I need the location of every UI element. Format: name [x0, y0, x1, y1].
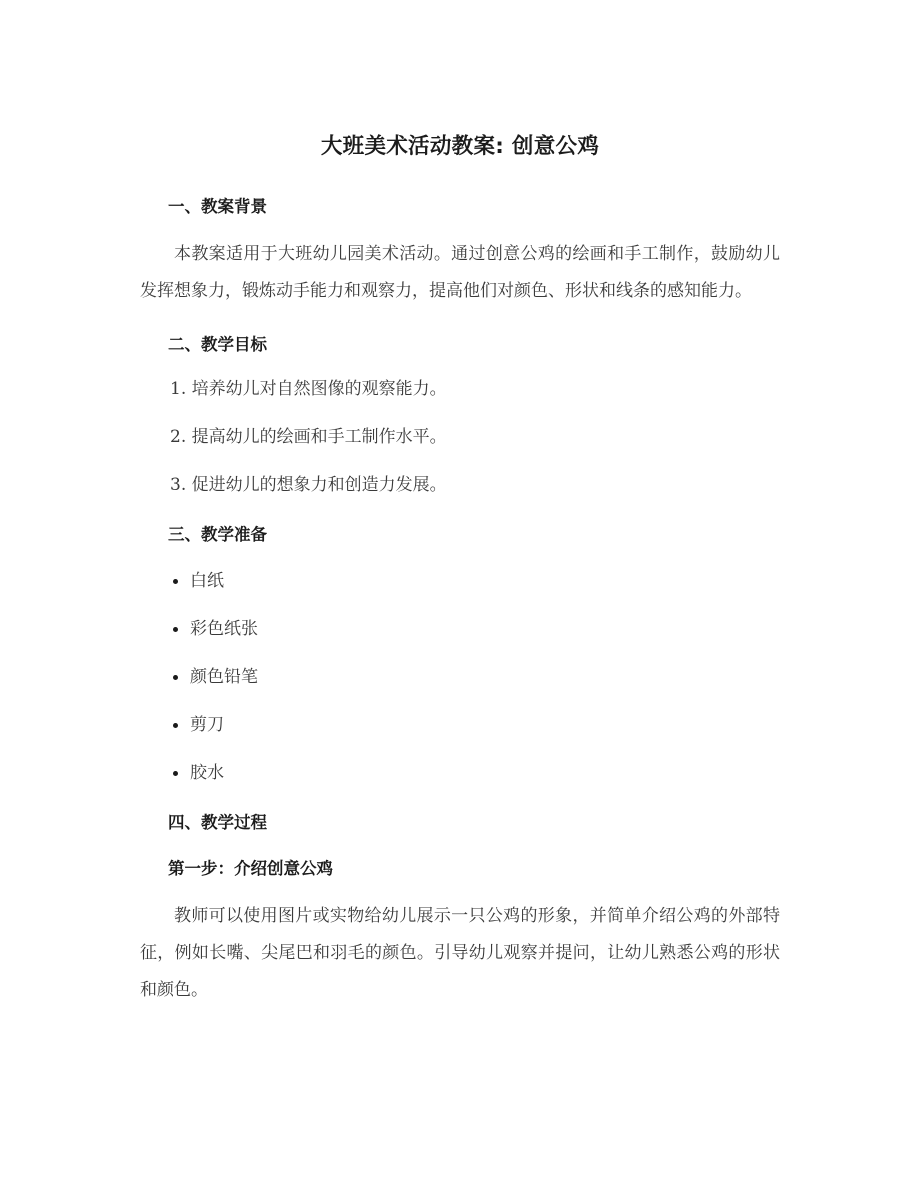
objective-item-3: 3. 促进幼儿的想象力和创造力发展。: [170, 475, 447, 495]
bullet-marker-icon: [173, 627, 178, 632]
page-title: 大班美术活动教案: 创意公鸡: [320, 134, 600, 159]
list-item-label: 彩色纸张: [190, 619, 258, 639]
list-item: [140, 758, 780, 788]
section-heading-preparation: 三、教学准备: [168, 525, 267, 544]
bullet-marker-icon: [173, 723, 178, 728]
list-item-label: 剪刀: [190, 715, 224, 735]
bullet-marker-icon: [173, 579, 178, 584]
section-paragraph-process: 教师可以使用图片或实物给幼儿展示一只公鸡的形象，并简单介绍公鸡的外部特征，例如长嘴、尖尾巴和羽毛的颜色。引导幼儿观察并提问，让幼儿熟悉公鸡的形状和颜色。: [140, 906, 780, 1000]
section-heading-background: 一、教案背景: [168, 197, 267, 216]
list-item-label: 胶水: [190, 763, 224, 783]
list-item: [140, 710, 780, 740]
bullet-marker-icon: [173, 675, 178, 680]
document-content: [140, 132, 780, 1009]
objective-item-1: 1. 培养幼儿对自然图像的观察能力。: [170, 379, 447, 399]
list-item: [140, 614, 780, 644]
list-item-label: 颜色铅笔: [190, 667, 258, 687]
bullet-marker-icon: [173, 771, 178, 776]
section-heading-objectives: 二、教学目标: [168, 335, 267, 354]
sub-heading-step-one: 第一步：介绍创意公鸡: [168, 859, 333, 878]
list-item: [140, 662, 780, 692]
list-item-label: 白纸: [190, 571, 224, 591]
section-paragraph-background: 本教案适用于大班幼儿园美术活动。通过创意公鸡的绘画和手工制作，鼓励幼儿发挥想象力，锻炼动手能力和观察力，提高他们对颜色、形状和线条的感知能力。: [140, 244, 780, 301]
preparation-list: [140, 566, 780, 788]
list-item: [140, 566, 780, 596]
objective-item-2: 2. 提高幼儿的绘画和手工制作水平。: [170, 427, 447, 447]
section-heading-process: 四、教学过程: [168, 813, 267, 832]
